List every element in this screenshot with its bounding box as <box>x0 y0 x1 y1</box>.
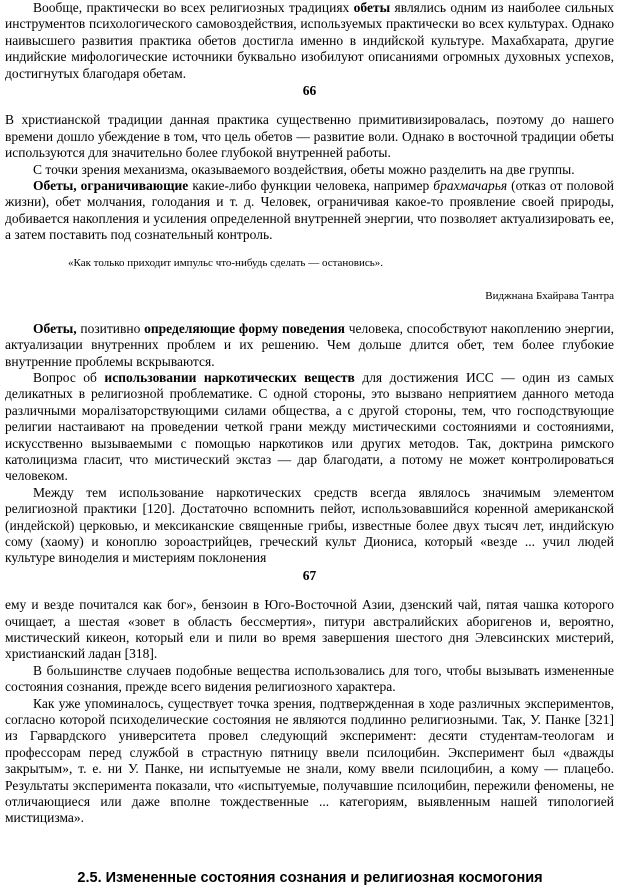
page-number-67: 67 <box>302 567 317 583</box>
paragraph-pahnke-experiment: Как уже упоминалось, существует точка зрения, подтвержденная в ходе различных экспериментов, согласно которой психоделические состояния не являются подлинно религиозными. Так, У. Панке [321] из Гарвардского университета провел следующий эксперимент: десяти студентам-теологам и профессорам перед службой в страстную пятницу ввели псилоцибин. Эксперимент был «дважды закрытым», т. е. ни У. Панке, ни испытуемые не знали, кому ввели псилоцибин, а кому — плацебо. Результаты эксперимента показали, что «испытуемые, получавшие псилоцибин, пережили феномены, не отличающиеся или даже вполне тождественные ... категориям, выявленным нашей типологией мистицизма». <box>5 695 614 826</box>
term-brahmacharya: брахмачарья <box>433 178 508 194</box>
paragraph-christian-tradition: В христианской традиции данная практика существенно примитивизировалась, поэтому до нашего времени дошло убеждение в том, что цель обетов — развитие воли. Однако в восточной традиции обеты используются для значительно более глубокой внутренней работы. <box>5 112 614 161</box>
section-heading: 2.5. Измененные состояния сознания и религиозная космогония <box>77 870 543 886</box>
page-number-66: 66 <box>302 83 317 99</box>
paragraph-altered-states: В большинстве случаев подобные вещества использовались для того, чтобы вызывать измененные состояния сознания, прежде всего видения религиозного характера. <box>5 662 614 695</box>
paragraph-vows-intro: Вообще, практически во всех религиозных традициях обеты являлись одним из наиболее сильных инструментов психологического самовоздействия, используемых практически во всех культурах. Однако наивысшего развития практика обетов достигла именно в индийской культуре. Махабхарата, другие индийские мифологические источники буквально изобилуют описаниями огромных духовных успехов, достигнутых благодаря обетам. <box>5 0 615 81</box>
epigraph-quote: «Как только приходит импульс что-нибудь сделать — остановись». <box>68 256 384 269</box>
paragraph-continuation: ему и везде почитался как бог», бензоин в Юго-Восточной Азии, дзенский чай, пятая чашка которого очищает, а шестая «зовет в область бессмертия», питури австралийских аборигенов и, вероятно, мистический кикеон, который ели и пили во время завершения шестого дня Элевсинских мистерий, христианский ладан [318]. <box>5 597 614 662</box>
paragraph-restrictive-vows: Обеты, ограничивающие какие-либо функции человека, например брахмачарья (отказ от половой жизни), обет молчания, голодания и т. д. Человек, ограничивая какое-то проявление своей природы, добивается накопления и усиления определенной внутренней энергии, что позволяет актуализировать ее, а затем поставить под сознательный контроль. <box>5 178 614 243</box>
paragraph-narcotics-history: Между тем использование наркотических средств всегда являлось значимым элементом религиозной практики [120]. Достаточно вспомнить пейот, использовавшийся коренной американской (индейской) церковью, и мексиканские священные грибы, известные более двух тысяч лет, индийскую сому (хаому) и коноплю зороастрийцев, греческий культ Диониса, который «везде ... учил людей культуре виноделия и мистериям поклонения <box>5 484 614 566</box>
term-behavior-vows: определяющие форму поведения <box>144 320 345 336</box>
term-vows: обеты <box>353 0 391 15</box>
paragraph-narcotics-question: Вопрос об использовании наркотических веществ для достижения ИСС — один из самых деликатных в религиозной проблематике. С одной стороны, это вызвано неприятием данного метода различными моралізаторствующими силами общества, а с другой стороны, тем, что господствующие религии настаивают на проведении четкой грани между мистическими состояниями и состояниями, искусственно вызываемыми с помощью наркотиков или других методов. Так, доктрина римского католицизма гласит, что мистический экстаз — дар благодати, а потому не может контролироваться человеком. <box>5 369 614 484</box>
epigraph-source: Виджнана Бхайрава Тантра <box>485 289 614 302</box>
paragraph-mechanism: С точки зрения механизма, оказываемого воздействия, обеты можно разделить на две группы. <box>33 161 575 177</box>
term-restrictive-vows: Обеты, ограничивающие <box>33 178 189 194</box>
term-narcotics: использовании наркотических веществ <box>104 369 355 385</box>
paragraph-positive-vows: Обеты, позитивно определяющие форму поведения человека, способствуют накоплению энергии, актуализации внутренних проблем и их решению. Чем дольше длится обет, тем более глубокие внутренние проблемы вскрываются. <box>5 320 614 369</box>
